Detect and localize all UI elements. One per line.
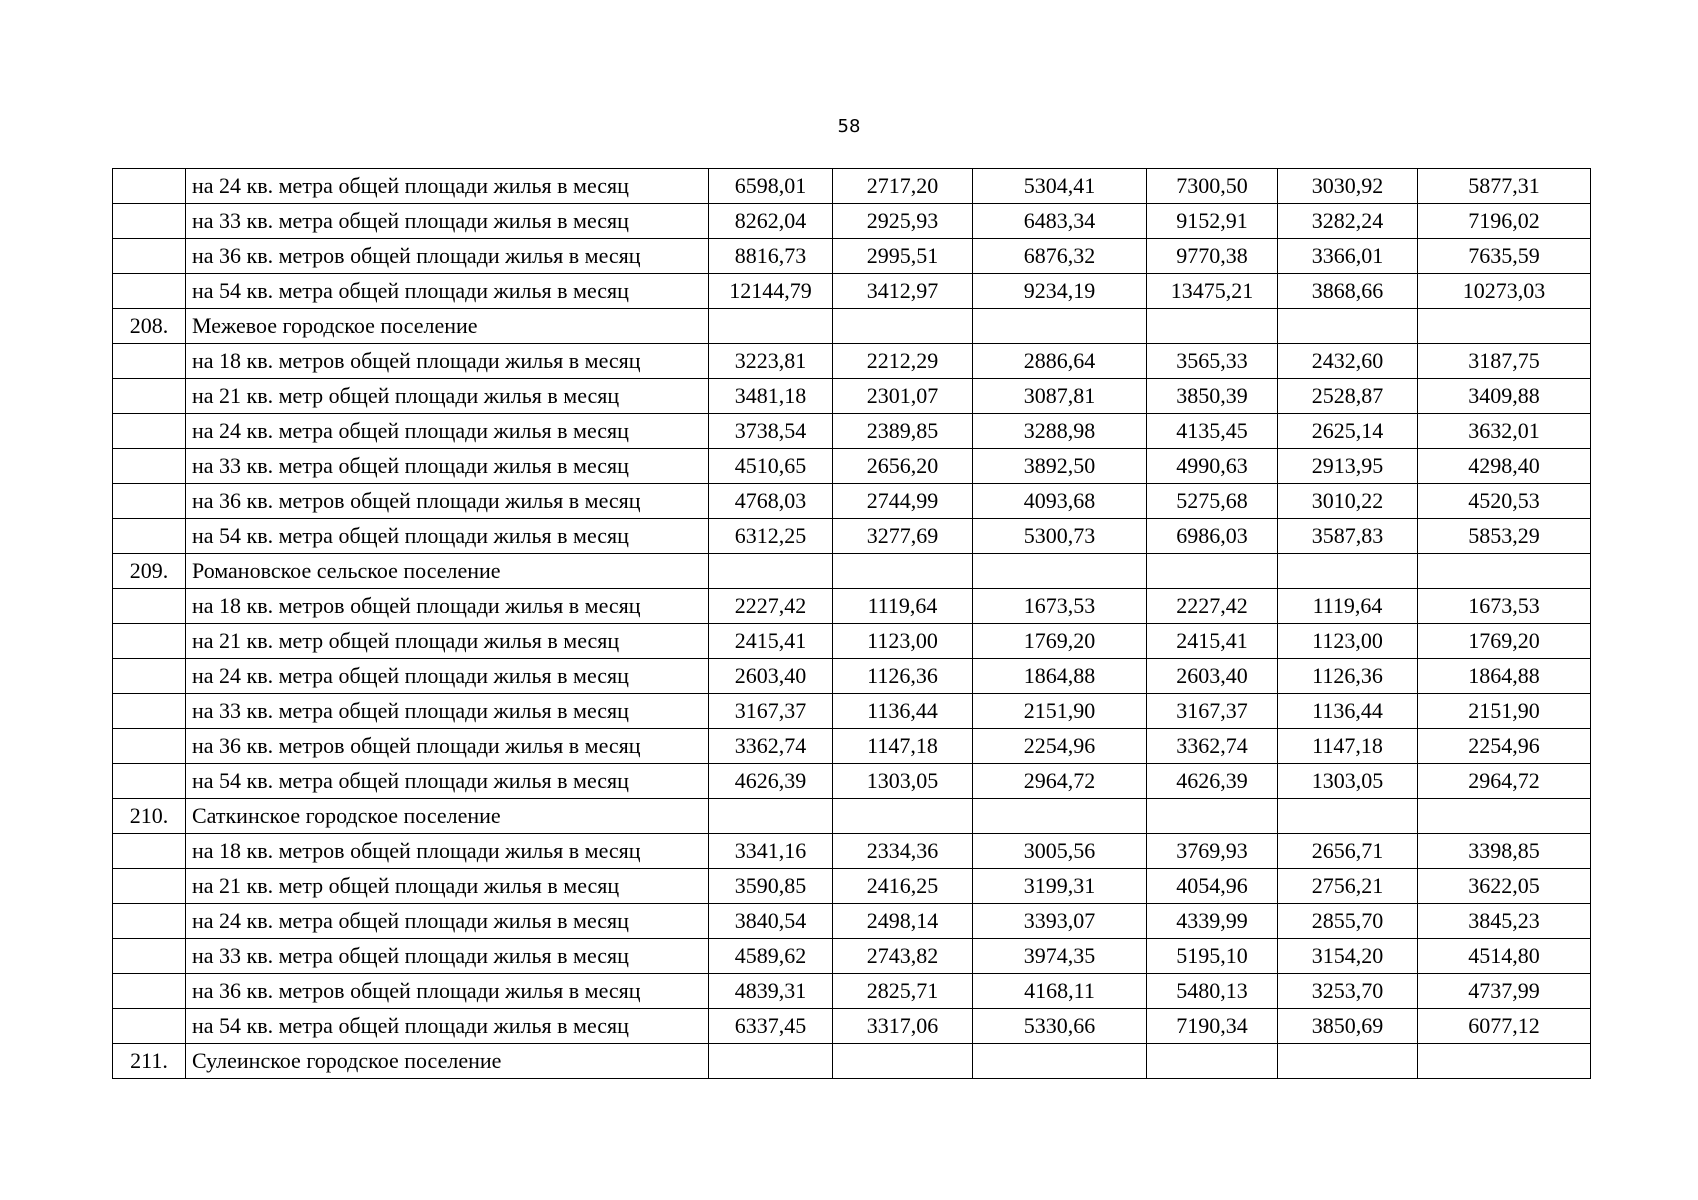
table-row: [113, 1044, 1591, 1079]
row-label-cell: на 33 кв. метра общей площади жилья в месяц: [186, 939, 709, 974]
row-label-cell: на 21 кв. метр общей площади жилья в месяц: [186, 379, 709, 414]
value-cell-col-1: 3840,54: [709, 904, 833, 939]
value-cell-col-6: 4514,80: [1418, 939, 1591, 974]
value-cell-col-2: 2995,51: [833, 239, 973, 274]
row-label-cell: на 33 кв. метра общей площади жилья в месяц: [186, 694, 709, 729]
value-cell-col-6: 2254,96: [1418, 729, 1591, 764]
value-cell-col-4: 3167,37: [1147, 694, 1278, 729]
value-cell-col-3: 3005,56: [973, 834, 1147, 869]
value-cell-col-3: 4168,11: [973, 974, 1147, 1009]
value-cell-col-3: 6483,34: [973, 204, 1147, 239]
table-row: [113, 274, 1591, 309]
value-cell-col-4: 4990,63: [1147, 449, 1278, 484]
value-cell-col-4: 4339,99: [1147, 904, 1278, 939]
value-cell-col-5: 2855,70: [1278, 904, 1418, 939]
value-cell-col-3: 5304,41: [973, 169, 1147, 204]
value-cell-col-2: 2334,36: [833, 834, 973, 869]
value-cell-col-1: 4510,65: [709, 449, 833, 484]
row-label-cell: на 54 кв. метра общей площади жилья в месяц: [186, 274, 709, 309]
value-cell-col-2: 2744,99: [833, 484, 973, 519]
value-cell-col-1: 4589,62: [709, 939, 833, 974]
value-cell-col-2: 2717,20: [833, 169, 973, 204]
value-cell-col-3: 2151,90: [973, 694, 1147, 729]
table-row: [113, 309, 1591, 344]
value-cell-col-6: 5877,31: [1418, 169, 1591, 204]
value-cell-col-3: 1673,53: [973, 589, 1147, 624]
value-cell-col-1: [709, 554, 833, 589]
value-cell-col-2: 2925,93: [833, 204, 973, 239]
value-cell-col-2: 1119,64: [833, 589, 973, 624]
page-number: 58: [837, 116, 861, 137]
value-cell-col-6: [1418, 799, 1591, 834]
value-cell-col-1: 3167,37: [709, 694, 833, 729]
value-cell-col-5: [1278, 554, 1418, 589]
table-row: [113, 449, 1591, 484]
row-number-cell: [113, 764, 186, 799]
value-cell-col-4: 3850,39: [1147, 379, 1278, 414]
value-cell-col-5: 1136,44: [1278, 694, 1418, 729]
value-cell-col-6: 4737,99: [1418, 974, 1591, 1009]
value-cell-col-4: 3769,93: [1147, 834, 1278, 869]
value-cell-col-5: 2528,87: [1278, 379, 1418, 414]
value-cell-col-4: 7300,50: [1147, 169, 1278, 204]
row-number-cell: [113, 204, 186, 239]
value-cell-col-6: 2151,90: [1418, 694, 1591, 729]
value-cell-col-3: 3892,50: [973, 449, 1147, 484]
table-row: [113, 414, 1591, 449]
value-cell-col-1: 3481,18: [709, 379, 833, 414]
value-cell-col-1: 4839,31: [709, 974, 833, 1009]
value-cell-col-1: [709, 309, 833, 344]
row-number-cell: [113, 589, 186, 624]
value-cell-col-5: 2913,95: [1278, 449, 1418, 484]
row-label-cell: на 21 кв. метр общей площади жилья в месяц: [186, 869, 709, 904]
value-cell-col-1: 12144,79: [709, 274, 833, 309]
value-cell-col-6: 1864,88: [1418, 659, 1591, 694]
value-cell-col-5: [1278, 799, 1418, 834]
value-cell-col-6: [1418, 1044, 1591, 1079]
value-cell-col-6: 2964,72: [1418, 764, 1591, 799]
value-cell-col-6: 3409,88: [1418, 379, 1591, 414]
table-row: [113, 484, 1591, 519]
value-cell-col-1: [709, 1044, 833, 1079]
row-label-cell: на 24 кв. метра общей площади жилья в месяц: [186, 904, 709, 939]
value-cell-col-5: 2756,21: [1278, 869, 1418, 904]
value-cell-col-6: 7635,59: [1418, 239, 1591, 274]
value-cell-col-2: 1147,18: [833, 729, 973, 764]
value-cell-col-4: 7190,34: [1147, 1009, 1278, 1044]
value-cell-col-4: 9770,38: [1147, 239, 1278, 274]
value-cell-col-5: 1123,00: [1278, 624, 1418, 659]
row-number-cell: [113, 169, 186, 204]
value-cell-col-5: 3282,24: [1278, 204, 1418, 239]
row-number-cell: [113, 729, 186, 764]
value-cell-col-1: 6312,25: [709, 519, 833, 554]
value-cell-col-3: 3974,35: [973, 939, 1147, 974]
value-cell-col-5: 2625,14: [1278, 414, 1418, 449]
value-cell-col-3: 1769,20: [973, 624, 1147, 659]
row-number-cell: 208.: [113, 309, 186, 344]
table-body: [113, 169, 1591, 1079]
value-cell-col-5: 3850,69: [1278, 1009, 1418, 1044]
value-cell-col-3: [973, 309, 1147, 344]
value-cell-col-4: 2603,40: [1147, 659, 1278, 694]
value-cell-col-1: 4626,39: [709, 764, 833, 799]
row-label-cell: на 33 кв. метра общей площади жилья в месяц: [186, 204, 709, 239]
value-cell-col-1: 8262,04: [709, 204, 833, 239]
value-cell-col-1: 6598,01: [709, 169, 833, 204]
row-label-cell: на 24 кв. метра общей площади жилья в месяц: [186, 169, 709, 204]
row-label-cell: на 18 кв. метров общей площади жилья в месяц: [186, 589, 709, 624]
table-row: [113, 239, 1591, 274]
value-cell-col-2: [833, 799, 973, 834]
table-row: [113, 659, 1591, 694]
value-cell-col-5: 3587,83: [1278, 519, 1418, 554]
value-cell-col-2: 2389,85: [833, 414, 973, 449]
value-cell-col-1: 2227,42: [709, 589, 833, 624]
row-label-cell: на 24 кв. метра общей площади жилья в месяц: [186, 414, 709, 449]
value-cell-col-1: 3341,16: [709, 834, 833, 869]
table-row: [113, 554, 1591, 589]
table-row: [113, 1009, 1591, 1044]
table-row: [113, 204, 1591, 239]
value-cell-col-4: [1147, 799, 1278, 834]
row-label-cell: на 18 кв. метров общей площади жилья в месяц: [186, 344, 709, 379]
value-cell-col-5: 1126,36: [1278, 659, 1418, 694]
value-cell-col-1: [709, 799, 833, 834]
row-label-cell: на 36 кв. метров общей площади жилья в месяц: [186, 484, 709, 519]
row-label-cell: Саткинское городское поселение: [186, 799, 709, 834]
value-cell-col-3: 5300,73: [973, 519, 1147, 554]
row-number-cell: [113, 694, 186, 729]
value-cell-col-1: 2603,40: [709, 659, 833, 694]
row-label-cell: на 54 кв. метра общей площади жилья в месяц: [186, 519, 709, 554]
value-cell-col-1: 3362,74: [709, 729, 833, 764]
row-label-cell: Романовское сельское поселение: [186, 554, 709, 589]
value-cell-col-1: 3738,54: [709, 414, 833, 449]
value-cell-col-2: 3412,97: [833, 274, 973, 309]
table-row: [113, 974, 1591, 1009]
value-cell-col-2: 2656,20: [833, 449, 973, 484]
value-cell-col-2: 1123,00: [833, 624, 973, 659]
table-row: [113, 379, 1591, 414]
row-number-cell: [113, 659, 186, 694]
row-number-cell: [113, 239, 186, 274]
row-number-cell: [113, 904, 186, 939]
value-cell-col-5: 2432,60: [1278, 344, 1418, 379]
value-cell-col-6: 4298,40: [1418, 449, 1591, 484]
value-cell-col-1: 4768,03: [709, 484, 833, 519]
value-cell-col-6: [1418, 554, 1591, 589]
table-row: [113, 519, 1591, 554]
value-cell-col-2: [833, 1044, 973, 1079]
row-number-cell: [113, 274, 186, 309]
value-cell-col-4: 4135,45: [1147, 414, 1278, 449]
value-cell-col-2: 3317,06: [833, 1009, 973, 1044]
row-number-cell: 211.: [113, 1044, 186, 1079]
value-cell-col-4: [1147, 1044, 1278, 1079]
value-cell-col-5: 2656,71: [1278, 834, 1418, 869]
value-cell-col-6: 3398,85: [1418, 834, 1591, 869]
row-label-cell: на 21 кв. метр общей площади жилья в месяц: [186, 624, 709, 659]
table-row: [113, 834, 1591, 869]
row-number-cell: [113, 974, 186, 1009]
value-cell-col-3: 6876,32: [973, 239, 1147, 274]
row-label-cell: на 24 кв. метра общей площади жилья в месяц: [186, 659, 709, 694]
value-cell-col-4: 4054,96: [1147, 869, 1278, 904]
value-cell-col-3: 9234,19: [973, 274, 1147, 309]
row-label-cell: на 54 кв. метра общей площади жилья в месяц: [186, 1009, 709, 1044]
value-cell-col-2: 2743,82: [833, 939, 973, 974]
value-cell-col-6: 3845,23: [1418, 904, 1591, 939]
row-label-cell: на 36 кв. метров общей площади жилья в месяц: [186, 974, 709, 1009]
table-row: [113, 694, 1591, 729]
row-label-cell: на 36 кв. метров общей площади жилья в месяц: [186, 729, 709, 764]
value-cell-col-5: 3366,01: [1278, 239, 1418, 274]
value-cell-col-2: 2212,29: [833, 344, 973, 379]
table-row: [113, 589, 1591, 624]
value-cell-col-5: 3868,66: [1278, 274, 1418, 309]
value-cell-col-4: 2227,42: [1147, 589, 1278, 624]
value-cell-col-6: 1769,20: [1418, 624, 1591, 659]
value-cell-col-4: 5480,13: [1147, 974, 1278, 1009]
row-label-cell: на 36 кв. метров общей площади жилья в месяц: [186, 239, 709, 274]
value-cell-col-5: 3154,20: [1278, 939, 1418, 974]
value-cell-col-5: 3010,22: [1278, 484, 1418, 519]
value-cell-col-5: [1278, 1044, 1418, 1079]
value-cell-col-4: 3362,74: [1147, 729, 1278, 764]
value-cell-col-2: 3277,69: [833, 519, 973, 554]
value-cell-col-6: 6077,12: [1418, 1009, 1591, 1044]
value-cell-col-1: 3223,81: [709, 344, 833, 379]
row-number-cell: [113, 1009, 186, 1044]
value-cell-col-3: 1864,88: [973, 659, 1147, 694]
value-cell-col-4: 3565,33: [1147, 344, 1278, 379]
value-cell-col-3: 4093,68: [973, 484, 1147, 519]
row-number-cell: [113, 379, 186, 414]
value-cell-col-5: [1278, 309, 1418, 344]
value-cell-col-3: 3393,07: [973, 904, 1147, 939]
value-cell-col-5: 1147,18: [1278, 729, 1418, 764]
value-cell-col-2: 2498,14: [833, 904, 973, 939]
value-cell-col-3: 2886,64: [973, 344, 1147, 379]
value-cell-col-2: 2416,25: [833, 869, 973, 904]
value-cell-col-4: 9152,91: [1147, 204, 1278, 239]
value-cell-col-6: [1418, 309, 1591, 344]
value-cell-col-3: 3087,81: [973, 379, 1147, 414]
value-cell-col-1: 8816,73: [709, 239, 833, 274]
value-cell-col-5: 1303,05: [1278, 764, 1418, 799]
row-number-cell: [113, 869, 186, 904]
value-cell-col-2: [833, 309, 973, 344]
value-cell-col-2: 1303,05: [833, 764, 973, 799]
row-number-cell: 210.: [113, 799, 186, 834]
value-cell-col-4: 6986,03: [1147, 519, 1278, 554]
value-cell-col-6: 10273,03: [1418, 274, 1591, 309]
row-number-cell: [113, 939, 186, 974]
value-cell-col-5: 3030,92: [1278, 169, 1418, 204]
value-cell-col-4: [1147, 309, 1278, 344]
value-cell-col-2: 1126,36: [833, 659, 973, 694]
table-row: [113, 869, 1591, 904]
value-cell-col-3: 2254,96: [973, 729, 1147, 764]
tariff-table: [112, 168, 1591, 1079]
table-row: [113, 729, 1591, 764]
row-number-cell: [113, 484, 186, 519]
value-cell-col-2: [833, 554, 973, 589]
value-cell-col-3: 3199,31: [973, 869, 1147, 904]
value-cell-col-6: 3632,01: [1418, 414, 1591, 449]
value-cell-col-4: 5275,68: [1147, 484, 1278, 519]
value-cell-col-6: 5853,29: [1418, 519, 1591, 554]
value-cell-col-6: 4520,53: [1418, 484, 1591, 519]
row-number-cell: [113, 624, 186, 659]
row-number-cell: [113, 519, 186, 554]
value-cell-col-1: 2415,41: [709, 624, 833, 659]
value-cell-col-3: [973, 1044, 1147, 1079]
value-cell-col-4: 5195,10: [1147, 939, 1278, 974]
row-label-cell: на 18 кв. метров общей площади жилья в месяц: [186, 834, 709, 869]
value-cell-col-3: [973, 799, 1147, 834]
row-label-cell: Межевое городское поселение: [186, 309, 709, 344]
table-row: [113, 624, 1591, 659]
value-cell-col-2: 2301,07: [833, 379, 973, 414]
value-cell-col-4: [1147, 554, 1278, 589]
value-cell-col-4: 2415,41: [1147, 624, 1278, 659]
table-row: [113, 799, 1591, 834]
row-label-cell: на 54 кв. метра общей площади жилья в месяц: [186, 764, 709, 799]
value-cell-col-5: 1119,64: [1278, 589, 1418, 624]
row-label-cell: на 33 кв. метра общей площади жилья в месяц: [186, 449, 709, 484]
row-number-cell: [113, 834, 186, 869]
value-cell-col-3: 5330,66: [973, 1009, 1147, 1044]
value-cell-col-3: [973, 554, 1147, 589]
value-cell-col-1: 6337,45: [709, 1009, 833, 1044]
value-cell-col-6: 3187,75: [1418, 344, 1591, 379]
table-row: [113, 344, 1591, 379]
row-number-cell: [113, 449, 186, 484]
table-row: [113, 939, 1591, 974]
value-cell-col-6: 3622,05: [1418, 869, 1591, 904]
value-cell-col-1: 3590,85: [709, 869, 833, 904]
row-number-cell: 209.: [113, 554, 186, 589]
table-row: [113, 904, 1591, 939]
row-number-cell: [113, 344, 186, 379]
value-cell-col-2: 2825,71: [833, 974, 973, 1009]
row-label-cell: Сулеинское городское поселение: [186, 1044, 709, 1079]
value-cell-col-3: 2964,72: [973, 764, 1147, 799]
value-cell-col-2: 1136,44: [833, 694, 973, 729]
value-cell-col-5: 3253,70: [1278, 974, 1418, 1009]
value-cell-col-4: 4626,39: [1147, 764, 1278, 799]
table-row: [113, 764, 1591, 799]
value-cell-col-3: 3288,98: [973, 414, 1147, 449]
table-row: [113, 169, 1591, 204]
value-cell-col-4: 13475,21: [1147, 274, 1278, 309]
value-cell-col-6: 7196,02: [1418, 204, 1591, 239]
value-cell-col-6: 1673,53: [1418, 589, 1591, 624]
row-number-cell: [113, 414, 186, 449]
